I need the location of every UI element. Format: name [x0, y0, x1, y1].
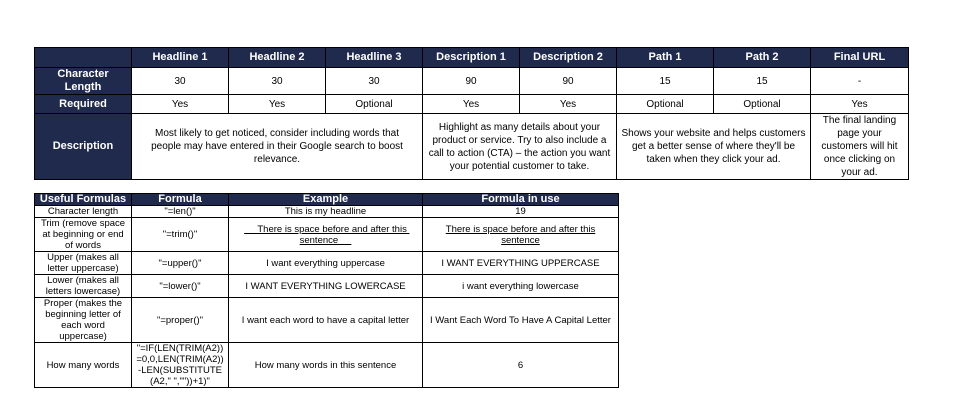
table-cell: Yes: [423, 95, 520, 114]
formula-name: Lower (makes all letters lowercase): [35, 275, 132, 298]
header-cell: Formula in use: [423, 194, 619, 206]
formulas-table: [34, 193, 619, 388]
formula-syntax: "=proper()": [132, 298, 229, 343]
header-cell: Path 2: [714, 48, 811, 68]
formula-result: i want everything lowercase: [423, 275, 619, 298]
char-length-row: [35, 68, 909, 95]
final-url-description: The final landing page your customers will hit once clicking on your ad.: [811, 114, 909, 180]
formula-example: I WANT EVERYTHING LOWERCASE: [229, 275, 423, 298]
description-row: [35, 114, 909, 180]
table-row: [35, 275, 619, 298]
formula-syntax: "=upper()": [132, 252, 229, 275]
formula-syntax: "=len()": [132, 206, 229, 218]
table-cell: Yes: [520, 95, 617, 114]
ad-specs-table: [34, 47, 909, 180]
header-cell: Description 2: [520, 48, 617, 68]
formula-name: Proper (makes the beginning letter of each word uppercase): [35, 298, 132, 343]
table-cell: Yes: [811, 95, 909, 114]
header-cell: Example: [229, 194, 423, 206]
table-row: [35, 218, 619, 252]
header-cell: Headline 1: [132, 48, 229, 68]
descriptions-description: Highlight as many details about your product or service. Try to also include a call to action (CTA) – the action you want your potential customer to take.: [423, 114, 617, 180]
required-row: [35, 95, 909, 114]
formula-example: I want each word to have a capital letter: [229, 298, 423, 343]
header-cell: Headline 2: [229, 48, 326, 68]
table-row: [35, 343, 619, 388]
table-cell: 15: [714, 68, 811, 95]
row-label: Character Length: [35, 68, 132, 95]
headlines-description: Most likely to get noticed, consider including words that people may have entered in their Google search to boost relevance.: [132, 114, 423, 180]
formula-example: There is space before and after this sentence: [229, 218, 423, 252]
header-cell: Path 1: [617, 48, 714, 68]
table-cell: 30: [132, 68, 229, 95]
formula-name: How many words: [35, 343, 132, 388]
formula-example: How many words in this sentence: [229, 343, 423, 388]
table-cell: Yes: [229, 95, 326, 114]
formula-syntax: "=lower()": [132, 275, 229, 298]
row-label: Required: [35, 95, 132, 114]
header-cell: Headline 3: [326, 48, 423, 68]
table-row: [35, 252, 619, 275]
header-row: [35, 194, 619, 206]
formula-example: This is my headline: [229, 206, 423, 218]
formula-syntax: "=IF(LEN(TRIM(A2))=0,0,LEN(TRIM(A2))-LEN(SUBSTITUTE(A2," ",""))+1)": [132, 343, 229, 388]
table-row: [35, 206, 619, 218]
paths-description: Shows your website and helps customers get a better sense of where they'll be taken when they click your ad.: [617, 114, 811, 180]
formula-result: 6: [423, 343, 619, 388]
formula-syntax: "=trim()": [132, 218, 229, 252]
table-cell: 90: [423, 68, 520, 95]
table-cell: 30: [326, 68, 423, 95]
table-row: [35, 298, 619, 343]
table-cell: Optional: [714, 95, 811, 114]
table-cell: -: [811, 68, 909, 95]
header-row: [35, 48, 909, 68]
header-cell: Formula: [132, 194, 229, 206]
formula-name: Upper (makes all letter uppercase): [35, 252, 132, 275]
table-cell: Yes: [132, 95, 229, 114]
table-cell: 30: [229, 68, 326, 95]
header-cell: Final URL: [811, 48, 909, 68]
formula-result: 19: [423, 206, 619, 218]
formula-example: I want everything uppercase: [229, 252, 423, 275]
table-cell: 15: [617, 68, 714, 95]
formula-result: There is space before and after this sentence: [423, 218, 619, 252]
row-label: Description: [35, 114, 132, 180]
table-cell: 90: [520, 68, 617, 95]
table-cell: Optional: [617, 95, 714, 114]
formula-name: Trim (remove space at beginning or end of words: [35, 218, 132, 252]
header-cell: [35, 48, 132, 68]
table-cell: Optional: [326, 95, 423, 114]
formula-result: I Want Each Word To Have A Capital Letter: [423, 298, 619, 343]
formula-result: I WANT EVERYTHING UPPERCASE: [423, 252, 619, 275]
header-cell: Description 1: [423, 48, 520, 68]
header-cell: Useful Formulas: [35, 194, 132, 206]
formula-name: Character length: [35, 206, 132, 218]
